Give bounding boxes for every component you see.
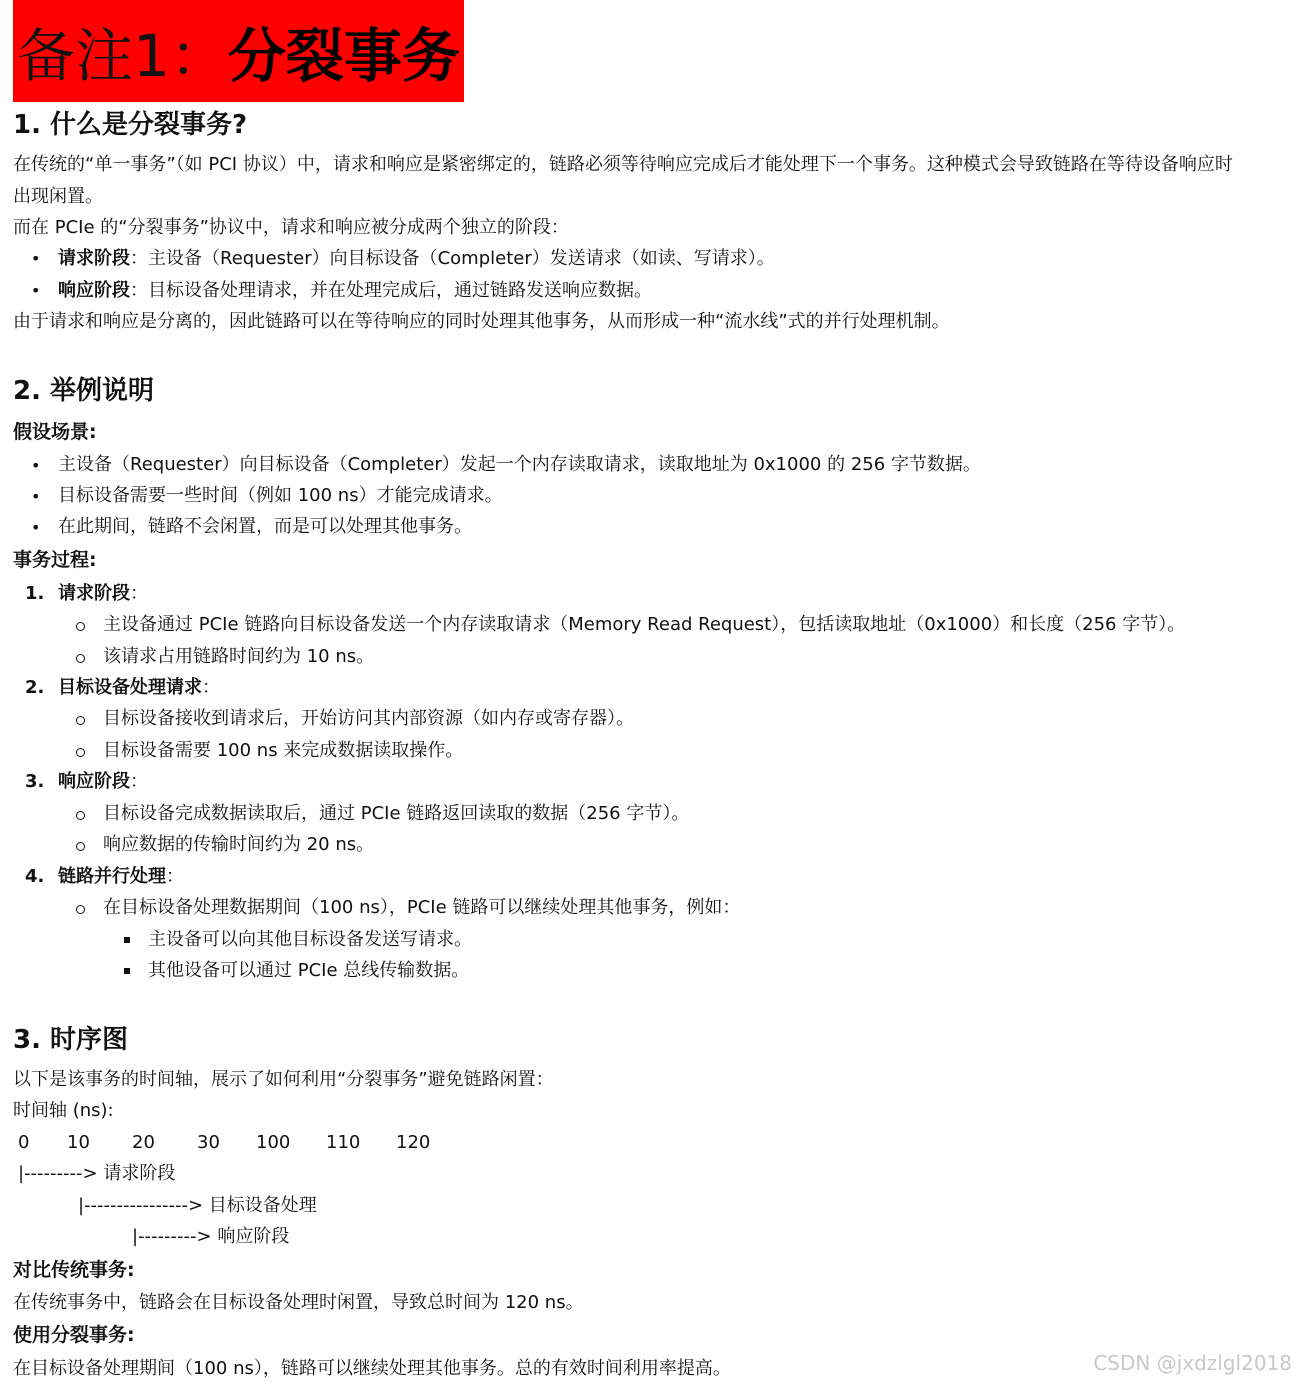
bullet-dot: • (31, 249, 41, 268)
s1-bullet-request-label: 请求阶段 (58, 248, 130, 269)
banner-prefix: 备注1： (17, 22, 228, 90)
step-label: 链路并行处理 (58, 866, 166, 887)
scenario-item: 在此期间，链路不会闲置，而是可以处理其他事务。 (58, 516, 472, 537)
process-label: 事务过程: (13, 549, 97, 571)
step-detail: 目标设备完成数据读取后，通过 PCIe 链路返回读取的数据（256 字节）。 (103, 803, 690, 824)
bullet-dot: • (31, 518, 41, 537)
step-suffix: ： (130, 771, 148, 792)
s1-paragraph-3: 由于请求和响应是分离的，因此链路可以在等待响应的同时处理其他事务，从而形成一种“流水线”式的并行处理机制。 (13, 311, 950, 332)
banner-title: 分裂事务 (227, 22, 460, 90)
step-number: 2. (25, 677, 45, 698)
bullet-dot: • (31, 487, 41, 506)
step-detail: 目标设备接收到请求后，开始访问其内部资源（如内存或寄存器）。 (103, 708, 634, 729)
timeline-response-phase: |---------> 响应阶段 (132, 1226, 290, 1247)
timeline-tick: 100 (256, 1132, 291, 1153)
scenario-item: 目标设备需要一些时间（例如 100 ns）才能完成请求。 (58, 485, 503, 506)
circle-bullet (76, 905, 85, 914)
s1-bullet-response (58, 280, 652, 302)
step-number: 3. (25, 771, 45, 792)
step-label: 响应阶段 (58, 771, 130, 792)
step-detail: 该请求占用链路时间约为 10 ns。 (103, 646, 375, 667)
s1-bullet-request-text: ：主设备（Requester）向目标设备（Completer）发送请求（如读、写请求）。 (130, 248, 775, 269)
timeline-tick: 30 (197, 1132, 220, 1153)
s1-bullet-response-label: 响应阶段 (58, 280, 130, 301)
circle-bullet (76, 622, 85, 631)
timeline-tick: 10 (67, 1132, 90, 1153)
compare-text: 在传统事务中，链路会在目标设备处理时闲置，导致总时间为 120 ns。 (13, 1292, 584, 1313)
step-subdetail: 其他设备可以通过 PCIe 总线传输数据。 (148, 960, 470, 981)
section-3-heading: 3. 时序图 (13, 1025, 129, 1055)
timeline-axis-label: 时间轴 (ns): (13, 1100, 114, 1121)
step-title (58, 866, 184, 888)
circle-bullet (76, 654, 85, 663)
step-detail: 在目标设备处理数据期间（100 ns），PCIe 链路可以继续处理其他事务，例如： (103, 897, 741, 918)
scenario-label: 假设场景: (13, 421, 97, 443)
step-detail: 响应数据的传输时间约为 20 ns。 (103, 834, 375, 855)
step-title (58, 677, 220, 699)
step-number: 1. (25, 583, 45, 604)
section-1-heading: 1. 什么是分裂事务? (13, 110, 248, 140)
watermark: CSDN @jxdzlgl2018 (1093, 1351, 1292, 1375)
timeline-target-processing: |----------------> 目标设备处理 (78, 1195, 317, 1216)
timeline-intro: 以下是该事务的时间轴，展示了如何利用“分裂事务”避免链路闲置： (13, 1069, 554, 1090)
circle-bullet (76, 811, 85, 820)
step-title (58, 583, 148, 605)
section-2-heading: 2. 举例说明 (13, 376, 155, 406)
title-banner (13, 0, 464, 102)
step-label: 目标设备处理请求 (58, 677, 202, 698)
step-detail: 主设备通过 PCIe 链路向目标设备发送一个内存读取请求（Memory Read Request），包括读取地址（0x1000）和长度（256 字节）。 (103, 614, 1186, 635)
step-suffix: ： (166, 866, 184, 887)
step-suffix: ： (202, 677, 220, 698)
square-bullet (124, 937, 130, 943)
s1-paragraph-1-line-1: 在传统的“单一事务”（如 PCI 协议）中，请求和响应是紧密绑定的，链路必须等待响应完成后才能处理下一个事务。这种模式会导致链路在等待设备响应时 (13, 154, 1233, 175)
s1-paragraph-1-line-2: 出现闲置。 (13, 186, 103, 207)
scenario-item: 主设备（Requester）向目标设备（Completer）发起一个内存读取请求，读取地址为 0x1000 的 256 字节数据。 (58, 454, 981, 475)
timeline-tick: 110 (326, 1132, 361, 1153)
compare-label: 对比传统事务: (13, 1259, 135, 1281)
s1-paragraph-2: 而在 PCIe 的“分裂事务”协议中，请求和响应被分成两个独立的阶段： (13, 217, 569, 238)
split-label: 使用分裂事务: (13, 1324, 135, 1346)
timeline-tick: 0 (18, 1132, 30, 1153)
circle-bullet (76, 716, 85, 725)
square-bullet (124, 968, 130, 974)
timeline-request-phase: |---------> 请求阶段 (18, 1163, 176, 1184)
step-title (58, 771, 148, 793)
step-detail: 目标设备需要 100 ns 来完成数据读取操作。 (103, 740, 464, 761)
step-subdetail: 主设备可以向其他目标设备发送写请求。 (148, 929, 472, 950)
circle-bullet (76, 842, 85, 851)
timeline-tick: 120 (396, 1132, 431, 1153)
step-label: 请求阶段 (58, 583, 130, 604)
bullet-dot: • (31, 281, 41, 300)
split-text: 在目标设备处理期间（100 ns），链路可以继续处理其他事务。总的有效时间利用率提高。 (13, 1358, 731, 1379)
step-suffix: ： (130, 583, 148, 604)
s1-bullet-request (58, 248, 775, 270)
s1-bullet-response-text: ：目标设备处理请求，并在处理完成后，通过链路发送响应数据。 (130, 280, 652, 301)
timeline-tick: 20 (132, 1132, 155, 1153)
step-number: 4. (25, 866, 45, 887)
bullet-dot: • (31, 456, 41, 475)
circle-bullet (76, 748, 85, 757)
